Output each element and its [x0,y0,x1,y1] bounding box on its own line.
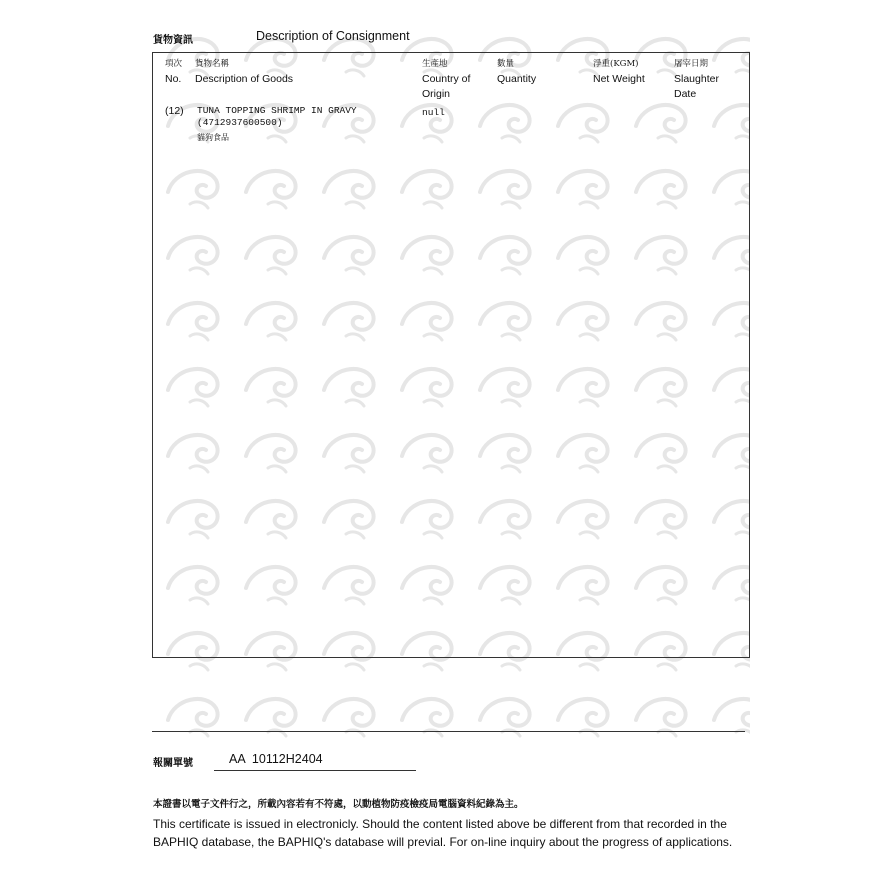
header-description-zh: 貨物名稱 [195,59,230,69]
section-title-zh: 貨物資訊 [153,35,193,46]
row-origin: null [422,107,445,118]
header-origin-zh: 生產地 [422,59,448,69]
header-net-weight-en: Net Weight [593,73,645,85]
header-quantity-en: Quantity [497,73,537,85]
header-description-en: Description of Goods [195,73,294,85]
row-description [197,105,357,129]
row-no: (12) [165,105,184,117]
header-net-weight-zh: 淨重(KGM) [593,59,639,69]
header-no-en: No. [165,73,182,85]
report-label: 報關單號 [153,758,193,769]
report-number: AA 10112H2404 [229,752,323,766]
section-title-en: Description of Consignment [256,29,410,43]
header-slaughter-date-en: Slaughter Date [674,73,719,100]
notice-zh: 本證書以電子文件行之，所載內容若有不符處，以動植物防疫檢疫局電腦資料紀錄為主。 [153,799,524,810]
header-quantity-zh: 數量 [497,59,515,69]
row-description-code: (4712937600500) [197,117,283,128]
divider [152,731,745,732]
report-underline [214,770,416,771]
row-description-name: TUNA TOPPING SHRIMP IN GRAVY [197,105,357,116]
header-no-zh: 項次 [165,59,183,69]
header-origin-en: Country of Origin [422,73,471,100]
consignment-table [152,52,750,658]
row-category: 貓狗食品 [197,133,229,142]
header-slaughter-date-zh: 屠宰日期 [674,59,709,69]
notice-en: This certificate is issued in electronicly. Should the content listed above be different from that recorded in the BAPHIQ database, the BAPHIQ's database will previal. For on-line inquiry about the progress of applications. [153,817,733,849]
